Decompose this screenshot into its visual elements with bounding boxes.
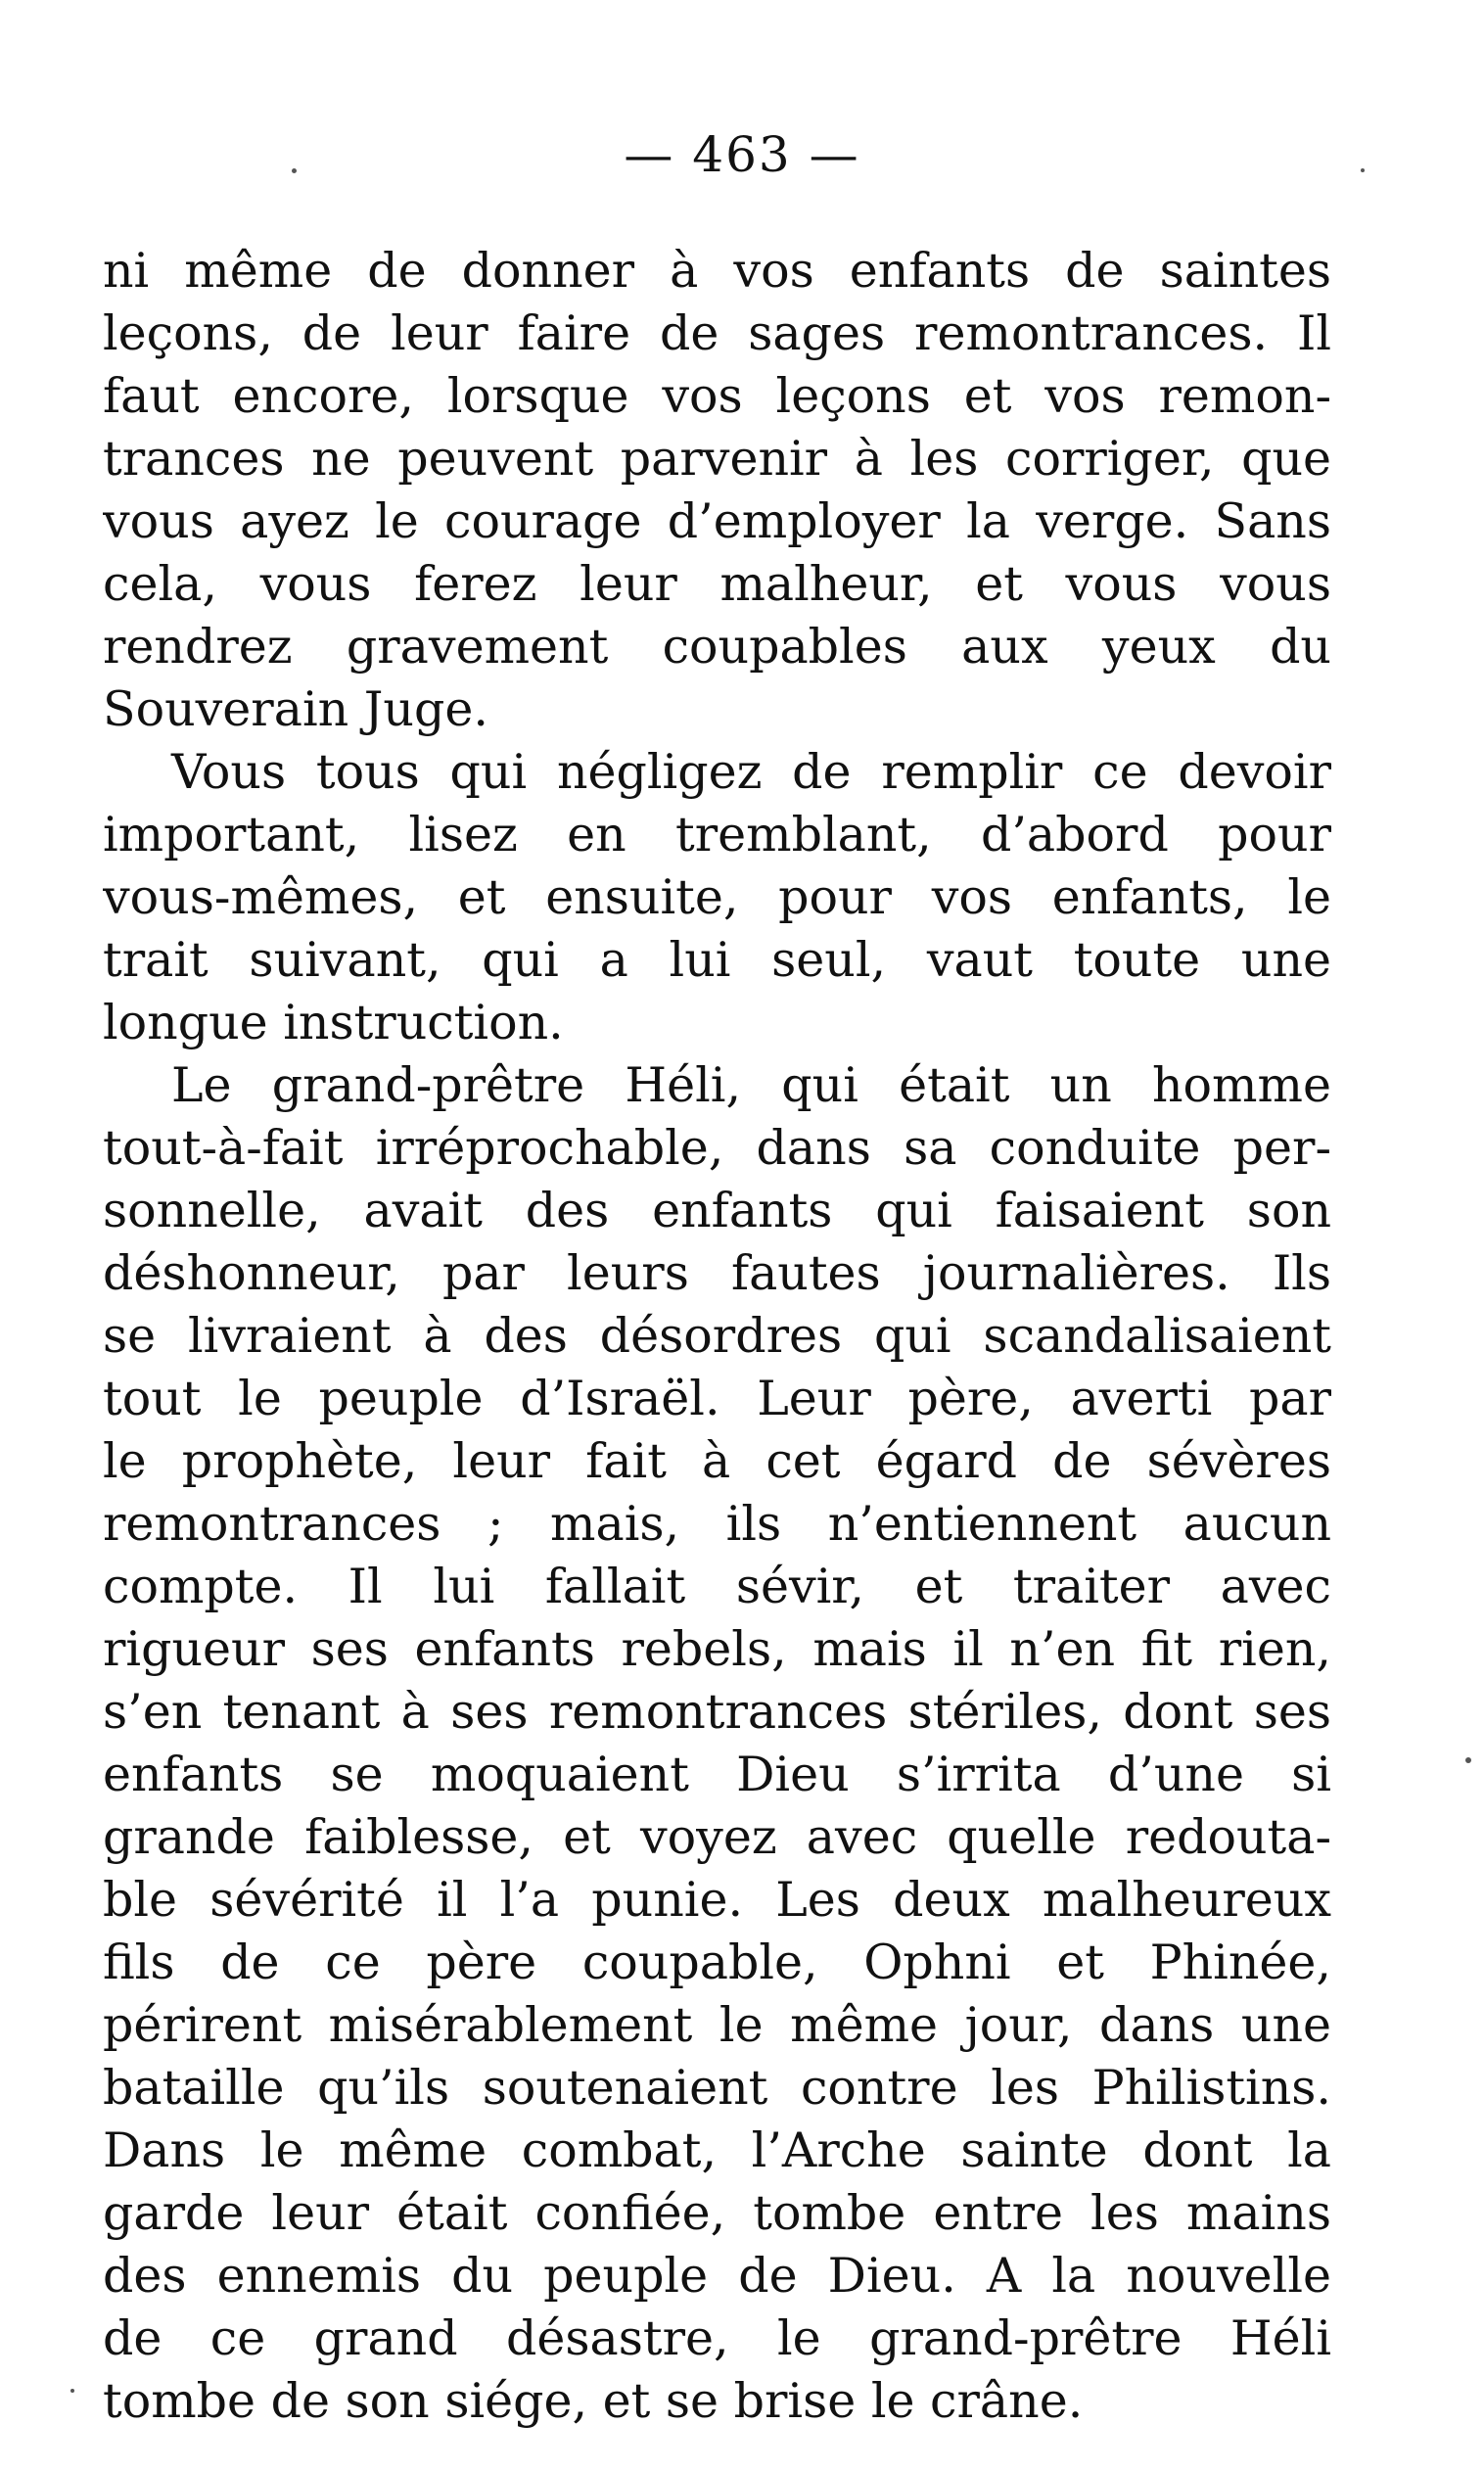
text-line: enfants se moquaient Dieu s’irrita d’une si: [103, 1747, 1331, 1802]
text-line: périrent misérablement le même jour, dans une: [103, 1997, 1331, 2053]
text-line: s’en tenant à ses remontrances stériles, dont ses: [103, 1684, 1331, 1740]
text-line: Dans le même combat, l’Arche sainte dont la: [103, 2122, 1331, 2178]
text-line: faut encore, lorsque vos leçons et vos remon-: [103, 368, 1331, 424]
text-line: longue instruction.: [103, 995, 564, 1050]
text-line: fils de ce père coupable, Ophni et Phinée,: [103, 1935, 1331, 1990]
text-line: tombe de son siége, et se brise le crâne.: [103, 2373, 1084, 2429]
scan-speck: [1465, 1757, 1471, 1763]
text-line: important, lisez en tremblant, d’abord pour: [103, 807, 1331, 863]
scan-speck: [292, 168, 297, 173]
text-line: rendrez gravement coupables aux yeux du: [103, 619, 1331, 675]
scan-speck: [1361, 168, 1365, 172]
scan-speck: [70, 2389, 74, 2393]
text-line: le prophète, leur fait à cet égard de sévères: [103, 1433, 1331, 1489]
text-line: leçons, de leur faire de sages remontrances. Il: [103, 305, 1331, 361]
text-line: compte. Il lui fallait sévir, et traiter avec: [103, 1559, 1331, 1614]
text-line: Le grand-prêtre Héli, qui était un homme: [171, 1057, 1331, 1113]
text-line: trait suivant, qui a lui seul, vaut toute une: [103, 932, 1331, 988]
text-line: ble sévérité il l’a punie. Les deux malheureux: [103, 1872, 1331, 1928]
page-number: — 463 —: [624, 126, 860, 183]
text-line: cela, vous ferez leur malheur, et vous vous: [103, 556, 1331, 612]
text-line: Souverain Juge.: [103, 681, 488, 737]
text-line: vous ayez le courage d’employer la verge. Sans: [103, 493, 1331, 549]
text-line: garde leur était confiée, tombe entre les mains: [103, 2185, 1331, 2241]
text-line: ni même de donner à vos enfants de saintes: [103, 243, 1331, 299]
text-line: rigueur ses enfants rebels, mais il n’en fit rien,: [103, 1621, 1331, 1677]
text-line: grande faiblesse, et voyez avec quelle redouta-: [103, 1809, 1331, 1865]
text-line: bataille qu’ils soutenaient contre les Philistins.: [103, 2060, 1331, 2116]
text-line: tout-à-fait irréprochable, dans sa conduite per-: [103, 1120, 1331, 1176]
text-line: de ce grand désastre, le grand-prêtre Héli: [103, 2310, 1331, 2366]
text-line: des ennemis du peuple de Dieu. A la nouvelle: [103, 2248, 1331, 2304]
text-line: déshonneur, par leurs fautes journalières. Ils: [103, 1245, 1331, 1301]
body-text: [103, 240, 1331, 2433]
text-line: remontrances ; mais, ils n’entiennent aucun: [103, 1496, 1331, 1552]
text-line: trances ne peuvent parvenir à les corriger, que: [103, 431, 1331, 487]
text-line: sonnelle, avait des enfants qui faisaient son: [103, 1183, 1331, 1238]
text-line: Vous tous qui négligez de remplir ce devoir: [171, 744, 1331, 800]
text-line: vous-mêmes, et ensuite, pour vos enfants, le: [103, 869, 1331, 925]
text-line: tout le peuple d’Israël. Leur père, averti par: [103, 1371, 1331, 1426]
text-line: se livraient à des désordres qui scandalisaient: [103, 1308, 1331, 1364]
